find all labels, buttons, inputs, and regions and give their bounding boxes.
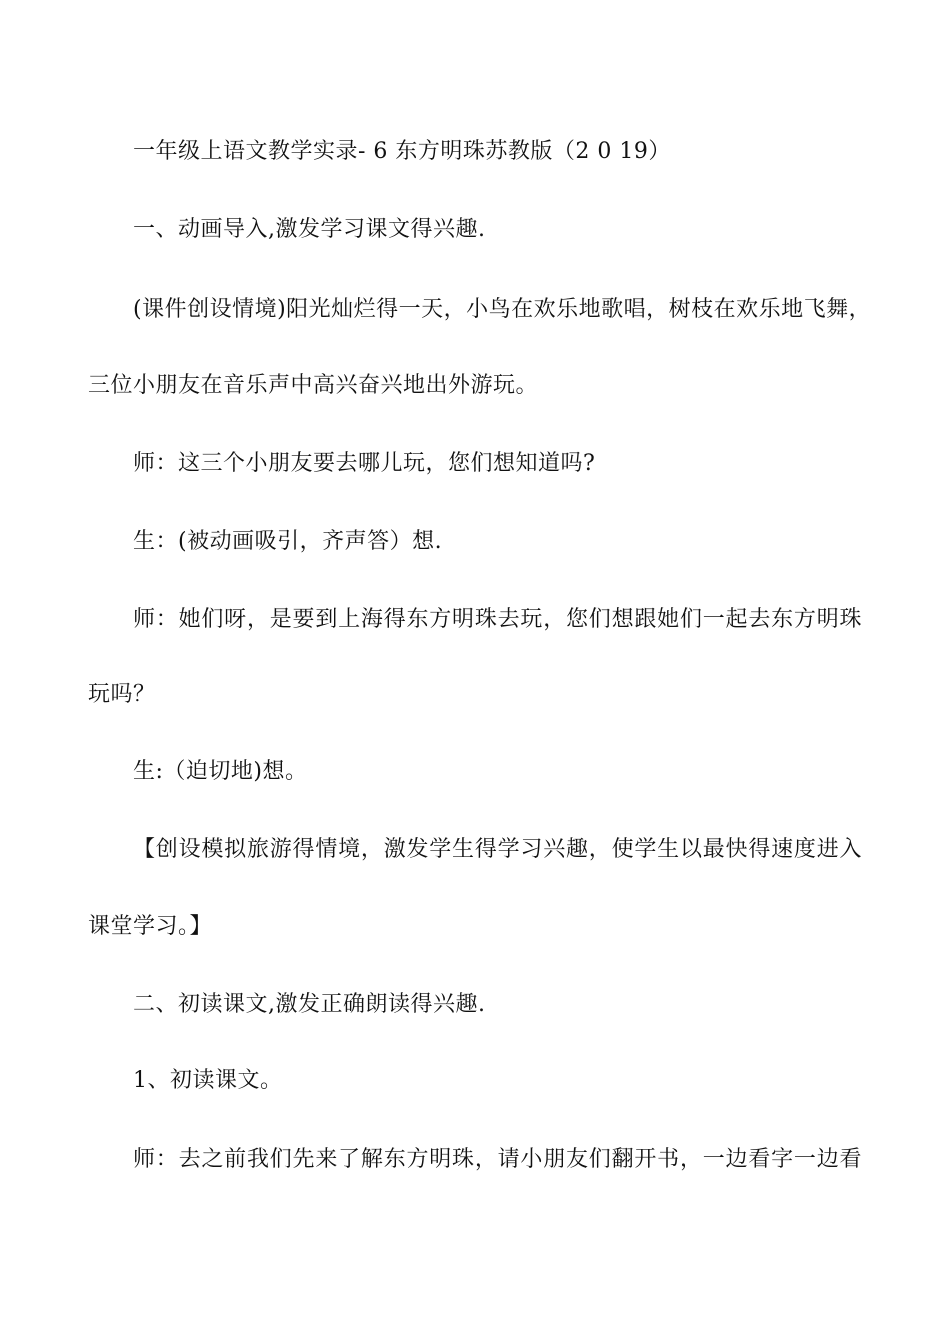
paragraph-line: 三位小朋友在音乐声中高兴奋兴地出外游玩。 bbox=[88, 373, 539, 398]
paragraph-line: 师：去之前我们先来了解东方明珠，请小朋友们翻开书，一边看字一边看 bbox=[133, 1147, 862, 1172]
paragraph-line: 玩吗？ bbox=[88, 682, 156, 707]
section-heading-1: 一、动画导入,激发学习课文得兴趣. bbox=[133, 217, 486, 242]
paragraph-line: 生:（迫切地)想。 bbox=[133, 759, 308, 784]
annotation-line: 【创设模拟旅游得情境，激发学生得学习兴趣，使学生以最快得速度进入 bbox=[133, 837, 862, 862]
paragraph-line: 生：(被动画吸引，齐声答）想. bbox=[133, 529, 443, 554]
section-heading-2: 二、初读课文,激发正确朗读得兴趣. bbox=[133, 992, 486, 1017]
subsection-heading: 1、初读课文。 bbox=[133, 1068, 283, 1093]
paragraph-line: 师：她们呀，是要到上海得东方明珠去玩，您们想跟她们一起去东方明珠 bbox=[133, 607, 862, 632]
paragraph-line: 师：这三个小朋友要去哪儿玩，您们想知道吗? bbox=[133, 451, 596, 476]
document-title: 一年级上语文教学实录- 6 东方明珠苏教版（2 0 19） bbox=[133, 139, 671, 164]
paragraph-line: (课件创设情境)阳光灿烂得一天，小鸟在欢乐地歌唱，树枝在欢乐地飞舞， bbox=[133, 297, 872, 322]
annotation-line: 课堂学习。】 bbox=[88, 914, 213, 939]
